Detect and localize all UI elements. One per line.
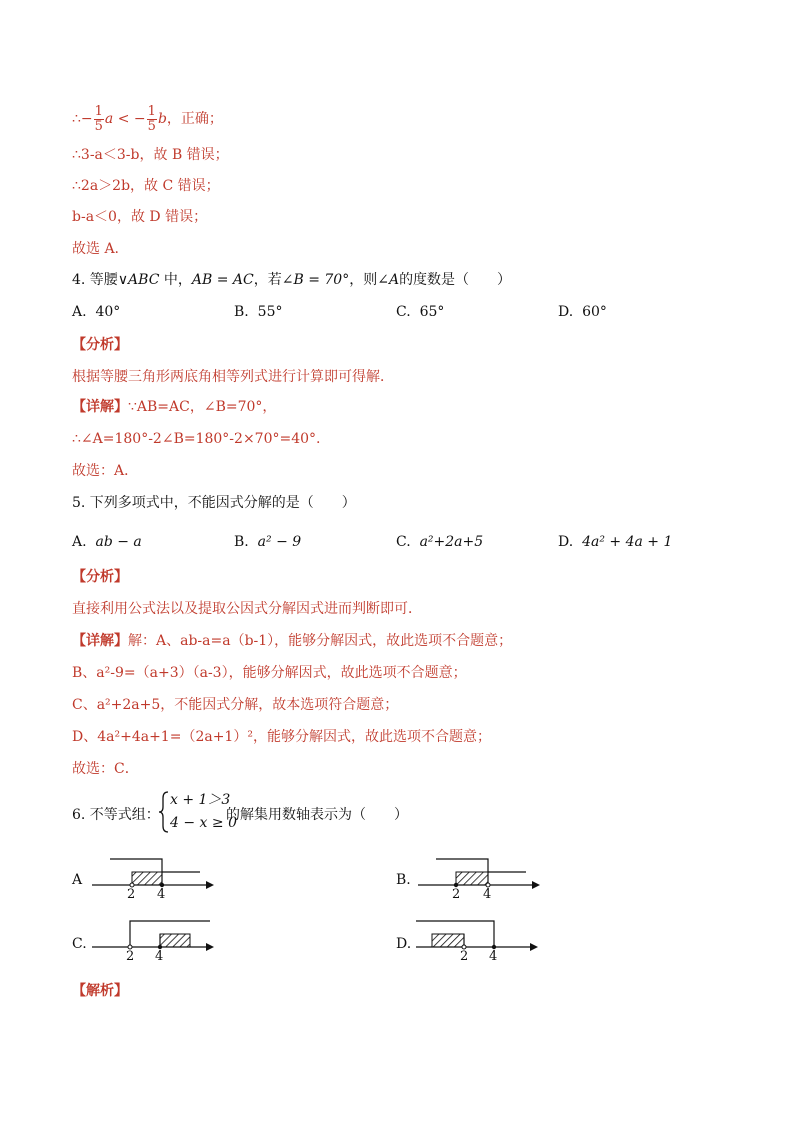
line-1-suffix: ，正确； [166, 111, 223, 127]
q6-option-c-label-2: 2 [126, 949, 135, 964]
q6-option-b-label-4: 4 [483, 887, 492, 902]
q4-option-a: A. 40° [72, 304, 121, 320]
q5-detail-b: B、a²-9=（a+3）（a-3），能够分解因式，故此选项不合题意； [72, 665, 467, 681]
q4-text-3: ，则 [349, 272, 378, 288]
answer-line-q3: 故选 A. [72, 241, 120, 257]
q5-analysis-text: 直接利用公式法以及提取公因式分解因式进而判断即可． [72, 601, 422, 617]
q4-option-b: B. 55° [234, 304, 283, 320]
q4-text-1: 中， [159, 272, 192, 288]
q4-tail: 的度数是（ ） [399, 272, 512, 288]
q5-option-d: D. 4a² + 4a + 1 [558, 534, 673, 550]
q6-prefix: 6. 不等式组： [72, 807, 160, 823]
q4-answer: 故选：A． [72, 463, 139, 479]
variable-b: b [157, 111, 167, 127]
q4-detail-label: 【详解】 [72, 399, 128, 415]
q6-option-b-letter: B. [396, 872, 411, 888]
q4-number: 4. 等腰 [72, 272, 118, 288]
q6-option-d-label-4: 4 [489, 949, 498, 964]
inequality-line-3: ∴2a＞2b，故 C 错误； [72, 178, 220, 194]
q4-analysis-text: 根据等腰三角形两底角相等列式进行计算即可得解． [72, 369, 394, 385]
q6-suffix: 的解集用数轴表示为（ ） [226, 807, 408, 823]
inequality-line-1 [72, 104, 223, 134]
q5-detail-line [72, 632, 512, 650]
q5-option-b: B. a² − 9 [234, 534, 302, 550]
fraction-denominator: 5 [94, 118, 103, 134]
q6-inequality-2: 4 − x ≥ 0 [170, 815, 237, 831]
fraction-numerator: 1 [147, 103, 156, 119]
therefore-symbol: ∴− [72, 111, 93, 127]
triangle-abc: ∨ABC [117, 272, 160, 288]
inequality-line-4: b-a＜0，故 D 错误； [72, 209, 208, 225]
less-than: < − [113, 111, 146, 127]
inequality-line-2: ∴3-a＜3-b，故 B 错误； [72, 147, 229, 163]
q5-detail-a: 解：A、ab-a=a（b-1），能够分解因式，故此选项不合题意； [128, 633, 513, 649]
q6-inequality-1: x + 1＞3 [170, 792, 231, 808]
q6-option-b-numberline [416, 854, 542, 902]
q6-option-d-numberline [414, 916, 540, 964]
question-4 [72, 271, 511, 289]
q4-option-c: C. 65° [396, 304, 445, 320]
q6-explain-label: 【解析】 [72, 983, 128, 999]
q4-condition-2: ∠B = 70° [281, 272, 350, 288]
q5-option-a: A. ab − a [72, 534, 142, 550]
fraction-denominator: 5 [147, 118, 156, 134]
q6-option-c-numberline [90, 916, 216, 964]
q6-option-a-letter: A [72, 872, 83, 888]
q4-option-d: D. 60° [558, 304, 607, 320]
q6-option-c-label-4: 4 [155, 949, 164, 964]
q5-analysis-label: 【分析】 [72, 569, 128, 585]
q6-option-c-letter: C. [72, 936, 87, 952]
question-5: 5. 下列多项式中，不能因式分解的是（ ） [72, 495, 356, 511]
q6-option-a-numberline [90, 854, 216, 902]
fraction-numerator: 1 [94, 103, 103, 119]
q6-option-d-label-2: 2 [460, 949, 469, 964]
q6-option-d-letter: D. [396, 936, 412, 952]
q6-option-a-label-4: 4 [157, 887, 166, 902]
q4-detail-line [72, 398, 276, 416]
q5-detail-c: C、a²+2a+5，不能因式分解，故本选项符合题意； [72, 697, 399, 713]
q4-detail-2: ∴∠A=180°-2∠B=180°-2×70°=40°. [72, 431, 321, 447]
q4-text-2: ，若 [253, 272, 282, 288]
q4-condition-1: AB = AC [191, 272, 254, 288]
fraction-2 [147, 105, 157, 134]
q4-detail-1: ∵AB=AC，∠B=70°， [128, 399, 277, 415]
system-brace [158, 790, 170, 834]
q4-analysis-label: 【分析】 [72, 337, 128, 353]
q5-answer: 故选：C． [72, 761, 139, 777]
q6-option-a-label-2: 2 [127, 887, 136, 902]
q4-angle: ∠A [377, 272, 400, 288]
q5-detail-d: D、4a²+4a+1=（2a+1）²，能够分解因式，故此选项不合题意； [72, 729, 491, 745]
fraction-1 [94, 105, 104, 134]
variable-a: a [104, 111, 114, 127]
q6-option-b-label-2: 2 [452, 887, 461, 902]
q5-option-c: C. a²+2a+5 [396, 534, 484, 550]
q5-detail-label: 【详解】 [72, 633, 128, 649]
